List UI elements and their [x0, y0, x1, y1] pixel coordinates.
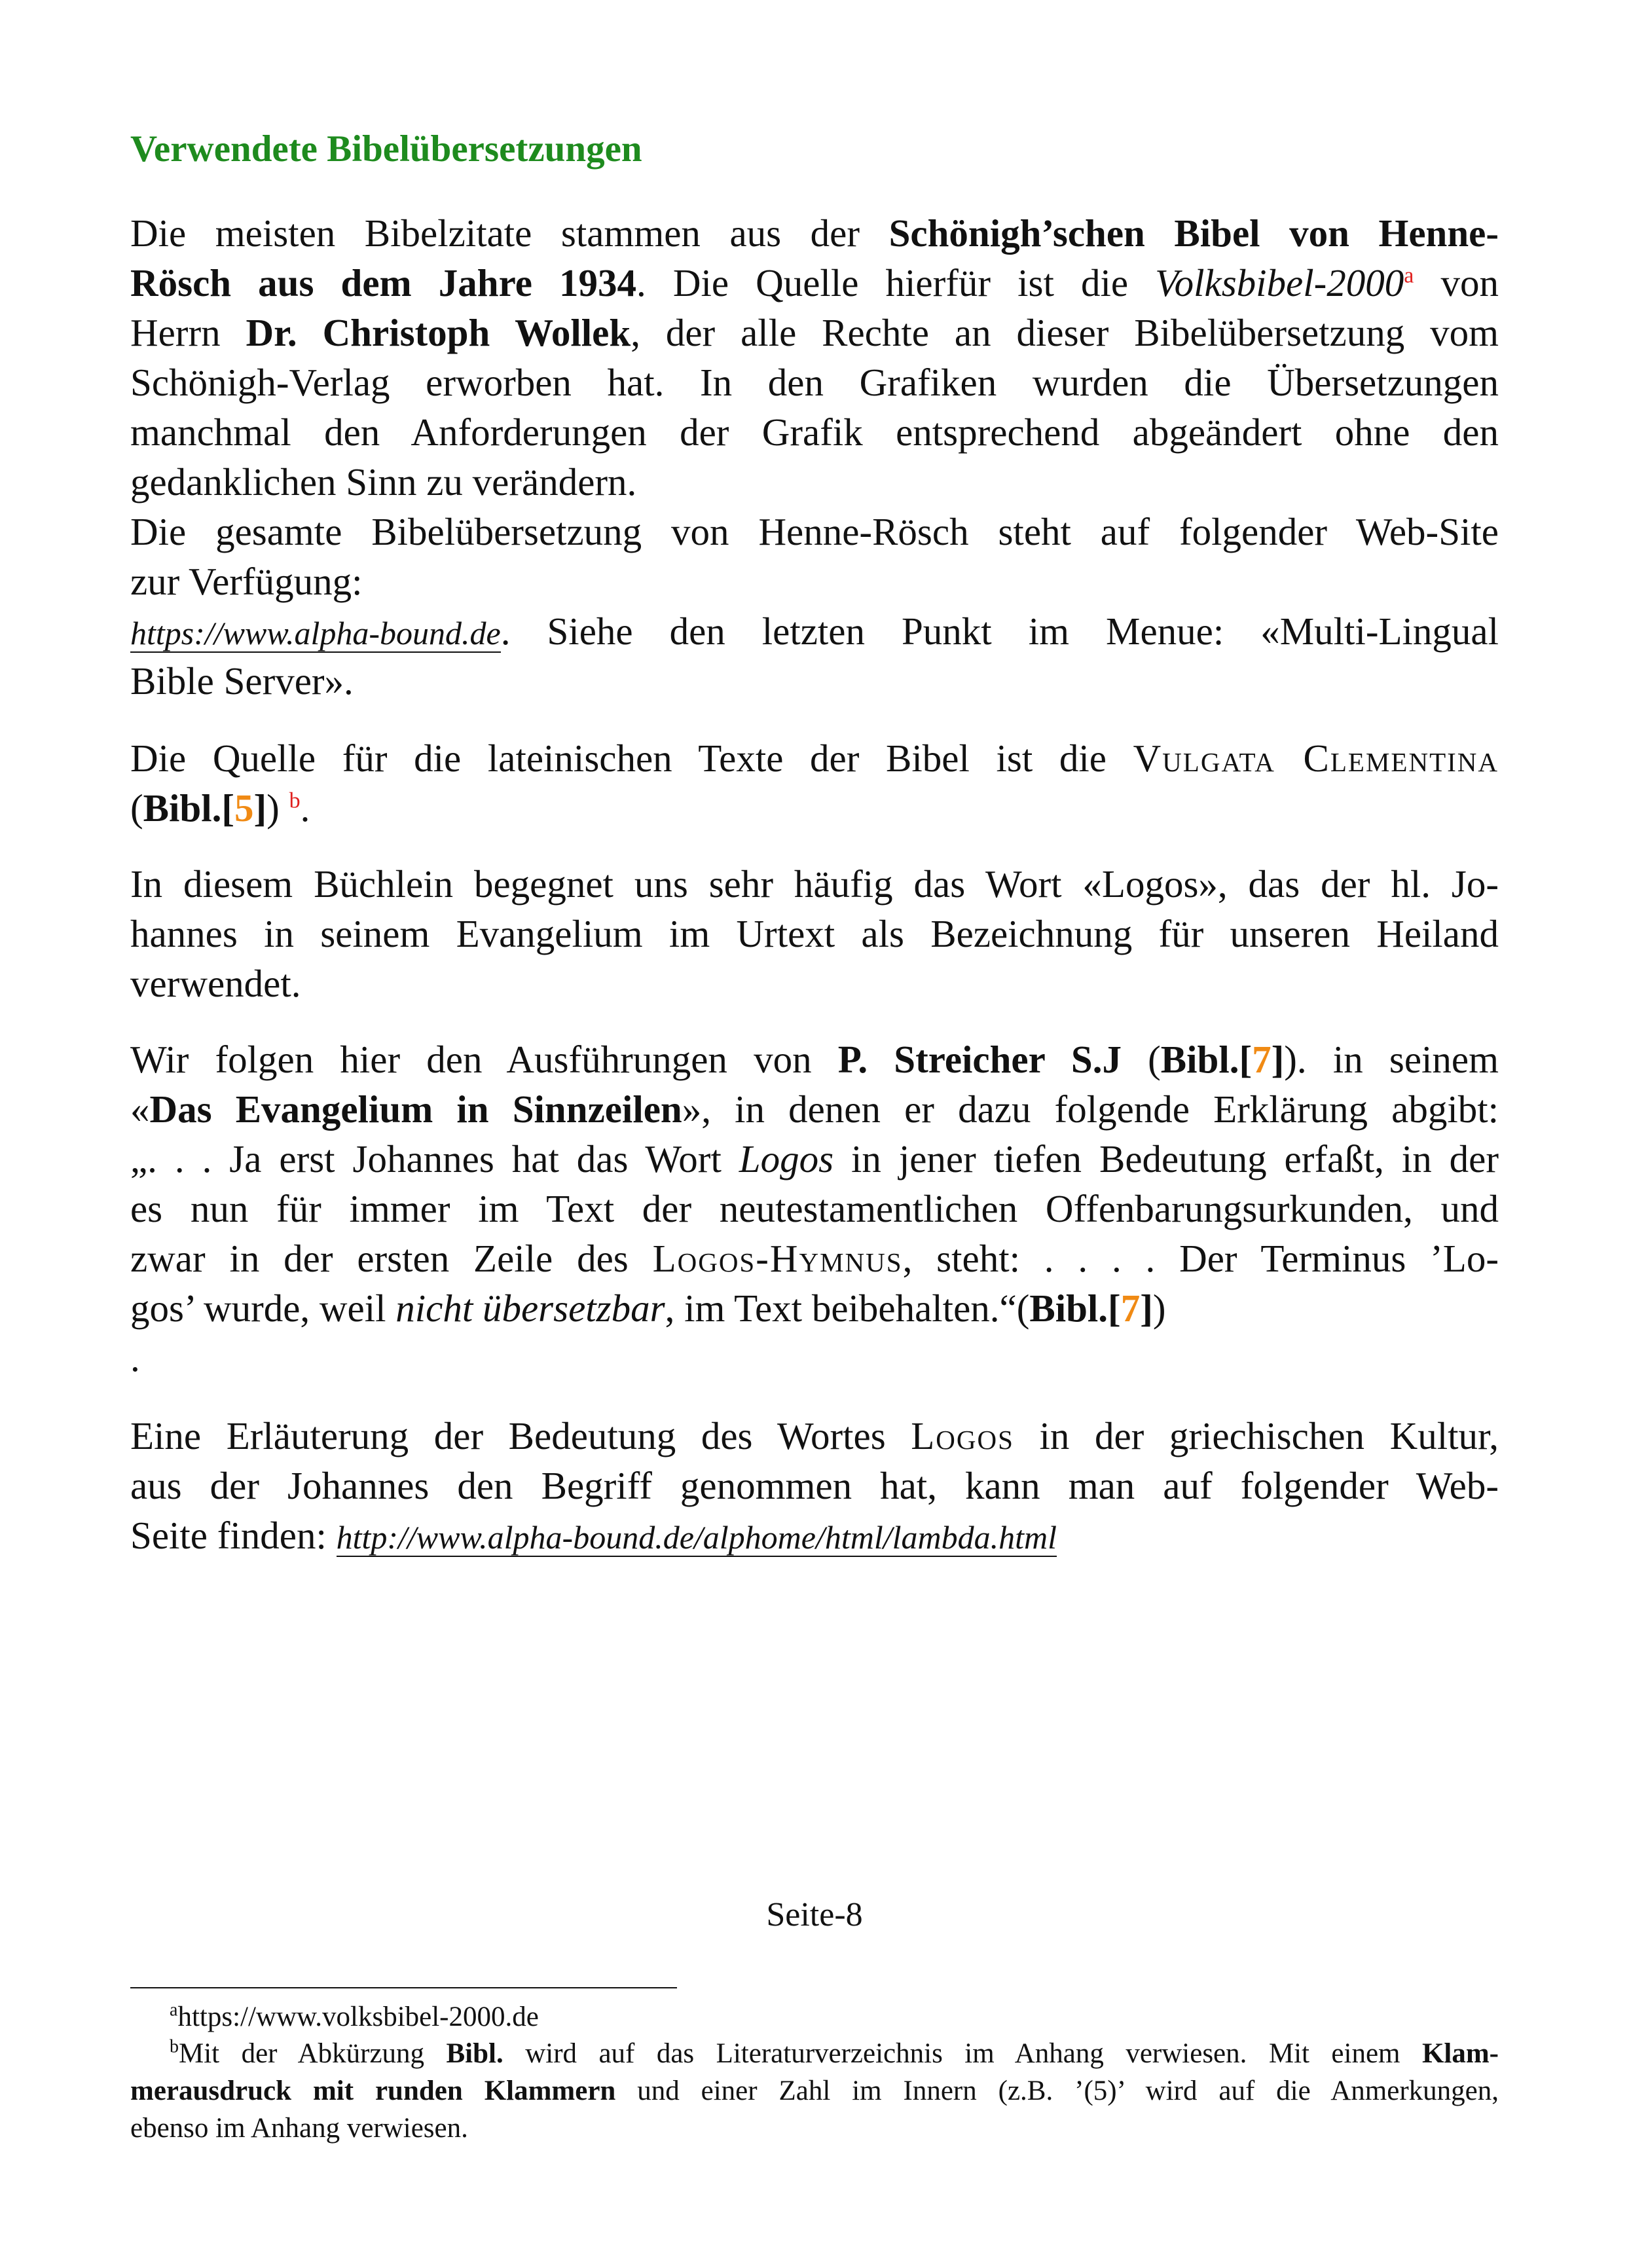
footnote-a: [130, 1998, 1538, 2036]
text-line: [130, 2072, 1499, 2110]
bold-text: Bibl.: [446, 2038, 503, 2069]
text-line: Bible Server».: [130, 659, 354, 703]
text-line: es nun für immer im Text der neutestamentlichen Offenbarungsurkunden, und: [130, 1187, 1499, 1230]
bold-text: Klam-: [1421, 2038, 1499, 2069]
text-run: zwar in der ersten Zeile des: [130, 1237, 653, 1280]
text-run: in der griechischen Kultur,: [1014, 1414, 1499, 1457]
text-line: Die gesamte Bibelübersetzung von Henne-Rösch steht auf folgender Web-Site: [130, 510, 1499, 553]
text-line: [130, 258, 1499, 308]
text-run: Die meisten Bibelzitate stammen aus der: [130, 211, 889, 255]
footnote-marker-a[interactable]: a: [1404, 263, 1414, 288]
italic-text: Volksbibel-2000: [1155, 261, 1404, 304]
text-run: ). in seinem: [1284, 1038, 1499, 1081]
text-line: gedanklichen Sinn zu verändern.: [130, 460, 637, 503]
text-run: (: [1121, 1038, 1161, 1081]
page-number: Seite-8: [766, 1896, 863, 1933]
text-line: ebenso im Anhang verwiesen.: [130, 2113, 468, 2144]
footnote-marker-b[interactable]: b: [289, 788, 301, 813]
text-line: [130, 308, 1499, 357]
text-run: Seite finden:: [130, 1514, 337, 1557]
paragraph-logos: [130, 859, 1499, 1008]
bold-text: Rösch aus dem Jahre 1934: [130, 261, 636, 304]
text-run: , der alle Rechte an dieser Bibelübersetzung vom: [631, 311, 1499, 354]
text-run: in jener tiefen Bedeutung erfaßt, in der: [833, 1137, 1499, 1180]
text-line: [130, 1283, 1499, 1333]
text-line: [130, 1411, 1499, 1461]
text-run: ): [266, 786, 289, 830]
bold-text: merausdruck mit runden Klammern: [130, 2076, 616, 2106]
text-run: ): [1152, 1287, 1166, 1330]
text-run: wird auf das Literaturverzeichnis im Anhang verwiesen. Mit einem: [503, 2038, 1422, 2069]
text-run: . Die Quelle hierfür ist die: [636, 261, 1156, 304]
text-line: zur Verfügung:: [130, 560, 363, 603]
text-run: «: [130, 1088, 150, 1131]
text-line: [130, 1510, 1499, 1562]
text-line: [130, 606, 1499, 656]
footnote-divider: [130, 1987, 677, 1988]
text-run: (: [130, 786, 143, 830]
small-caps-text: Vulgata Clementina: [1133, 737, 1499, 780]
text-line: [130, 733, 1499, 783]
text-run: gos’ wurde, weil: [130, 1287, 396, 1330]
text-line: In diesem Büchlein begegnet uns sehr häufig das Wort «Logos», das der hl. Jo-: [130, 862, 1499, 905]
italic-text: Logos: [739, 1137, 834, 1180]
bold-text: Bibl.[: [1029, 1287, 1121, 1330]
text-line: verwendet.: [130, 962, 301, 1005]
text-run: , im Text beibehalten.“(: [665, 1287, 1030, 1330]
bibliography-reference-7[interactable]: 7: [1252, 1038, 1272, 1081]
small-caps-text: Logos-Hymnus: [652, 1237, 903, 1280]
bibliography-reference-7[interactable]: 7: [1120, 1287, 1141, 1330]
link-lambda-page[interactable]: http://www.alpha-bound.de/alphome/html/lambda.html: [336, 1519, 1057, 1556]
text-run: Eine Erläuterung der Bedeutung des Wortes: [130, 1414, 911, 1457]
text-line: [130, 1134, 1499, 1184]
text-line: [130, 1234, 1499, 1283]
bold-text: ]: [1271, 1038, 1285, 1081]
text-line: [130, 783, 1499, 833]
footnote-url[interactable]: https://www.volksbibel-2000.de: [177, 2002, 539, 2032]
footnote-b: [130, 2035, 1499, 2147]
text-run: „. . . Ja erst Johannes hat das Wort: [130, 1137, 739, 1180]
footnote-label: a: [170, 2000, 178, 2021]
section-heading: Verwendete Bibelübersetzungen: [130, 128, 642, 170]
bold-text: Dr. Christoph Wollek: [246, 311, 631, 354]
text-line: manchmal den Anforderungen der Grafik entsprechend abgeändert ohne den: [130, 411, 1499, 454]
footnote-label: b: [170, 2036, 179, 2057]
paragraph-vulgata: [130, 733, 1499, 833]
bold-text: P. Streicher S.J: [837, 1038, 1122, 1081]
text-line: Schönigh-Verlag erworben hat. In den Grafiken wurden die Übersetzungen: [130, 361, 1499, 404]
text-run: von: [1414, 261, 1499, 304]
bibliography-reference-5[interactable]: 5: [234, 786, 254, 830]
text-run: . Siehe den letzten Punkt im Menue: «Multi-Lingual: [500, 610, 1499, 653]
paragraph-logos-explanation: [130, 1411, 1499, 1562]
text-line: [130, 1084, 1499, 1134]
text-run: Wir folgen hier den Ausführungen von: [130, 1038, 838, 1081]
text-line: .: [130, 1336, 140, 1380]
paragraph-bible-translations: [130, 208, 1499, 706]
text-line: hannes in seinem Evangelium im Urtext als Bezeichnung für unseren Heiland: [130, 912, 1499, 955]
text-run: Die Quelle für die lateinischen Texte der Bibel ist die: [130, 737, 1133, 780]
text-run: Mit der Abkürzung: [179, 2038, 447, 2069]
text-run: .: [300, 786, 310, 830]
small-caps-text: Logos: [911, 1414, 1014, 1457]
bold-text: Bibl.[: [1160, 1038, 1253, 1081]
link-alpha-bound[interactable]: https://www.alpha-bound.de: [130, 615, 501, 651]
text-line: [130, 208, 1499, 258]
bold-text: ]: [1140, 1287, 1153, 1330]
text-run: und einer Zahl im Innern (z.B. ’(5)’ wird auf die Anmerkungen,: [615, 2076, 1499, 2106]
text-line: [130, 2035, 1499, 2072]
bold-text: Schönigh’schen Bibel von Henne-: [888, 211, 1499, 255]
text-line: [130, 1034, 1499, 1084]
italic-text: nicht übersetzbar: [395, 1287, 665, 1330]
bold-text: Bibl.[: [143, 786, 235, 830]
text-run: Herrn: [130, 311, 246, 354]
bold-text: Das Evangelium in Sinnzeilen: [149, 1088, 682, 1131]
text-run: , steht: . . . . Der Terminus ’Lo-: [902, 1237, 1499, 1280]
text-run: », in denen er dazu folgende Erklärung abgibt:: [682, 1088, 1499, 1131]
text-line: aus der Johannes den Begriff genommen hat, kann man auf folgender Web-: [130, 1464, 1499, 1507]
bold-text: ]: [253, 786, 267, 830]
paragraph-streicher: [130, 1034, 1499, 1383]
